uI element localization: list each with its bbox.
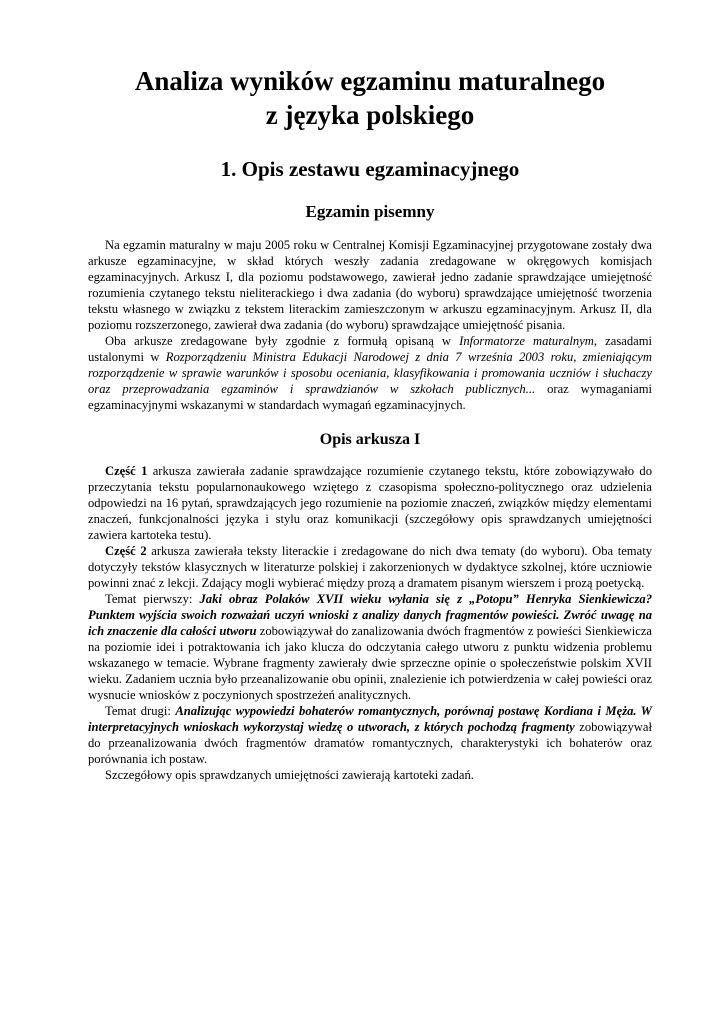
paragraph-intro: Na egzamin maturalny w maju 2005 roku w Centralnej Komisji Egzaminacyjnej przygotowane zostały dwa arkusze egzaminacyjne, w skład których weszły zadania zredagowane w okręgowych komisjach egzaminacyjnych. Arkusz I, dla poziomu podstawowego, zawierał jedno zadanie sprawdzające umiejętność rozumienia czytanego tekstu nieliterackiego i dwa zadania (do wyboru) sprawdzające umiejętność tworzenia tekstu własnego w związku z tekstem literackim zamieszczonym w arkuszu egzaminacyjnym. Arkusz II, dla poziomu rozszerzonego, zawierał dwa zadania (do wyboru) sprawdzające umiejętność pisania. [88,238,652,332]
paragraph-closing: Szczegółowy opis sprawdzanych umiejętności zawierają kartoteki zadań. [105,768,474,782]
section-heading: 1. Opis zestawu egzaminacyjnego [220,157,520,181]
sheet-description [88,463,652,783]
italic-informator: Informatorze maturalnym [459,334,594,348]
subheading-written-exam: Egzamin pisemny [305,202,435,221]
text-run: arkusza zawierała teksty literackie i zredagowane do nich dwa tematy (do wyboru). Oba tematy dotyczyły tekstów klasycznych w literaturze polskiej i zakorzenionych w dydaktyce szkolnej, które uczniowie powinni znać z lekcji. Zdający mogli wybierać między prozą a dramatem pisanym wierszem i prozą poetycką. [88,544,652,590]
paragraph-part-2 [88,543,652,591]
text-run: Temat drugi: [105,704,176,718]
text-run: Temat pierwszy: [105,592,200,606]
title-line-2: z języka polskiego [265,100,475,130]
text-run: zobowiązywał do zanalizowania dwóch fragmentów z powieści Sienkiewicza na poziomie idei i potraktowania ich jako klucza do odczytania całego utworu z punktu widzenia problemu wskazanego w temacie. Wybrane fragmenty zawierały dwie sprzeczne opinie o społeczeństwie polskim XVII wieku. Zadaniem ucznia było przeanalizowanie obu opinii, znalezienie ich potwierdzenia w całej powieści oraz wysnucie wniosków z poczynionych spostrzeżeń analitycznych. [88,624,652,702]
text-run: oraz wymaganiami egzaminacyjnymi wskazanymi w standardach wymagań egzaminacyjnych. [88,382,653,412]
bold-part-1: Część 1 [105,464,148,478]
text-run: zobowiązywał do przeanalizowania dwóch fragmentów dramatów romantycznych, charakterystyki ich bohaterów oraz porównania ich postaw. [88,720,652,766]
topic-2-title: Analizując wypowiedzi bohaterów romantycznych, porównaj postawę Kordiana i Męża. W interpretacyjnych wnioskach wykorzystaj wiedzę o utworach, z których pochodzą fragmenty [88,704,652,734]
text-run: , zasadami ustalonymi w [88,334,653,364]
subheading-sheet-one: Opis arkusza I [319,431,421,448]
exam-description [88,237,652,413]
topic-1-title: Jaki obraz Polaków XVII wieku wyłania się z „Potopu” Henryka Sienkiewicza? Punktem wyjścia swoich rozważań uczyń wnioski z analizy danych fragmentów powieści. Zwróć uwagę na ich znaczenie dla całości utworu [88,592,652,638]
bold-part-2: Część 2 [105,544,147,558]
document-page [88,64,652,783]
paragraph-regulations [88,333,652,413]
italic-regulation-title: Rozporządzeniu Ministra Edukacji Narodowej z dnia 7 września 2003 roku, zmieniającym rozporządzenie w sprawie warunków i sposobu oceniania, klasyfikowania i promowania uczniów i słuchaczy oraz przeprowadzania egzaminów i sprawdzianów w szkołach publicznych... [88,350,652,396]
title-line-1: Analiza wyników egzaminu maturalnego [134,66,606,96]
paragraph-part-1 [88,463,652,543]
paragraph-topic-1 [88,591,652,703]
document-title [88,64,652,132]
paragraph-topic-2 [88,703,652,767]
text-run: Oba arkusze zredagowane były zgodnie z formułą opisaną w [105,334,460,348]
text-run: arkusza zawierała zadanie sprawdzające rozumienie czytanego tekstu, które zobowiązywało do przeczytania tekstu popularnonaukowego wziętego z czasopisma społeczno-politycznego oraz udzielenia odpowiedzi na 16 pytań, sprawdzających jego rozumienie na poziomie znaczeń, związków między elementami znaczeń, funkcjonalności języka i stylu oraz komunikacji (szczegółowy opis sprawdzanych umiejętności zawiera kartoteka testu). [88,464,652,542]
